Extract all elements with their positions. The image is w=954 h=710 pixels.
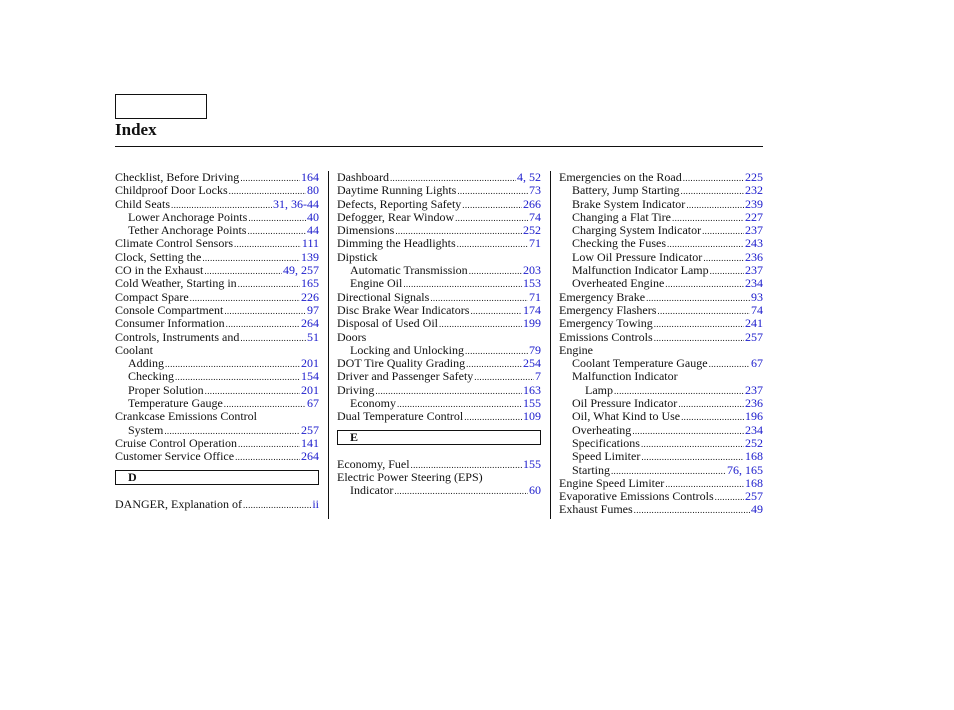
- page-reference-link[interactable]: 51: [307, 329, 319, 344]
- index-entry: [559, 357, 763, 370]
- index-entry: [337, 251, 541, 264]
- index-entry-label: Malfunction Indicator: [572, 369, 678, 384]
- page-reference-link[interactable]: 79: [529, 342, 541, 357]
- page-reference-link[interactable]: 93: [751, 289, 763, 304]
- index-entry: [559, 477, 763, 490]
- index-entry-label: Proper Solution: [128, 382, 204, 397]
- page-reference-link[interactable]: 199: [523, 316, 541, 331]
- index-entry-label: Indicator: [350, 483, 394, 498]
- index-entry-label: Lamp: [585, 382, 613, 397]
- index-entry: [559, 410, 763, 423]
- index-entry-label: Emissions Controls: [559, 329, 653, 344]
- index-entry: [559, 384, 763, 397]
- index-entry: [337, 224, 541, 237]
- index-entry-label: Low Oil Pressure Indicator: [572, 249, 703, 264]
- index-entry-label: Charging System Indicator: [572, 223, 702, 238]
- page-reference-link[interactable]: 234: [745, 276, 763, 291]
- index-entry: [115, 184, 319, 197]
- page-reference-link[interactable]: 164: [301, 170, 319, 184]
- section-letter-d: D: [115, 470, 319, 485]
- page-reference-link[interactable]: 252: [745, 435, 763, 450]
- index-column-1: [115, 171, 319, 511]
- index-entry-label: Engine: [559, 342, 593, 357]
- page-reference-link[interactable]: 237: [745, 382, 763, 397]
- page-reference-link[interactable]: 97: [307, 302, 319, 317]
- index-entry-label: Oil, What Kind to Use: [572, 409, 681, 424]
- index-entry-label: Consumer Information: [115, 316, 225, 331]
- index-entry-label: Emergencies on the Road: [559, 170, 682, 184]
- index-entry: [115, 357, 319, 370]
- index-entry-label: Brake System Indicator: [572, 196, 686, 211]
- index-entry: [559, 184, 763, 197]
- index-entry-label: Disc Brake Wear Indicators: [337, 302, 470, 317]
- index-entry-label: Specifications: [572, 435, 640, 450]
- index-entry: [559, 304, 763, 317]
- page-reference-link[interactable]: 60: [529, 483, 541, 498]
- index-entry-label: Dual Temperature Control: [337, 409, 464, 424]
- page-reference-link[interactable]: 237: [745, 223, 763, 238]
- index-entry-label: Crankcase Emissions Control: [115, 409, 257, 424]
- page-reference-link[interactable]: 155: [523, 456, 541, 471]
- index-entry-label: Dimensions: [337, 223, 395, 238]
- index-entry: [559, 437, 763, 450]
- index-entry-label: Controls, Instruments and: [115, 329, 240, 344]
- index-entry-label: DANGER, Explanation of: [115, 496, 242, 511]
- index-entry: [337, 471, 541, 484]
- index-entry: [115, 498, 319, 511]
- dot-leader: [465, 345, 528, 358]
- dot-leader: [455, 212, 528, 225]
- index-entry: [559, 264, 763, 277]
- index-entry: [337, 410, 541, 423]
- dot-leader: [243, 499, 311, 512]
- page-reference-link[interactable]: 76, 165: [727, 462, 763, 477]
- page-reference-link[interactable]: 71: [529, 289, 541, 304]
- page-reference-link[interactable]: 44: [307, 223, 319, 238]
- index-entry-label: Emergency Flashers: [559, 302, 657, 317]
- dot-leader: [240, 332, 306, 345]
- index-entry-label: Driving: [337, 382, 375, 397]
- dot-leader: [657, 305, 750, 318]
- index-entry-label: Doors: [337, 329, 367, 344]
- index-entry: [337, 331, 541, 344]
- index-entry: [337, 370, 541, 383]
- dot-leader: [457, 238, 528, 251]
- index-entry-label: Defects, Reporting Safety: [337, 196, 462, 211]
- index-entry: [115, 277, 319, 290]
- page-reference-link[interactable]: 71: [529, 236, 541, 251]
- index-entry-label: Childproof Door Locks: [115, 183, 228, 198]
- page-reference-link[interactable]: 74: [529, 209, 541, 224]
- index-entry: [559, 211, 763, 224]
- page-reference-link[interactable]: 141: [301, 435, 319, 450]
- index-entry-label: Compact Spare: [115, 289, 189, 304]
- index-entry: [115, 304, 319, 317]
- dot-leader: [641, 438, 744, 451]
- dot-leader: [703, 252, 744, 265]
- dot-leader: [702, 225, 744, 238]
- index-entry-label: Customer Service Office: [115, 449, 235, 464]
- dot-leader: [683, 172, 744, 185]
- index-entry-label: Oil Pressure Indicator: [572, 396, 678, 411]
- index-entry-label: Checking the Fuses: [572, 236, 666, 251]
- page-reference-link[interactable]: 174: [523, 302, 541, 317]
- index-entry-label: Checklist, Before Driving: [115, 170, 240, 184]
- index-entry-label: DOT Tire Quality Grading: [337, 356, 466, 371]
- page-reference-link[interactable]: 111: [301, 236, 319, 251]
- page-reference-link[interactable]: 241: [745, 316, 763, 331]
- index-entry-label: Temperature Gauge: [128, 396, 223, 411]
- index-entry-label: Cruise Control Operation: [115, 435, 237, 450]
- index-entry: [559, 171, 763, 184]
- index-entry-label: Engine Speed Limiter: [559, 475, 665, 490]
- index-entry: [115, 331, 319, 344]
- index-entry-label: Dipstick: [337, 249, 378, 264]
- index-entry: [115, 211, 319, 224]
- index-entry: [337, 458, 541, 471]
- page-reference-link[interactable]: 236: [745, 396, 763, 411]
- index-entry-label: System: [128, 422, 164, 437]
- index-entry-label: Driver and Passenger Safety: [337, 369, 474, 384]
- page-reference-link[interactable]: 109: [523, 409, 541, 424]
- page-reference-link[interactable]: 201: [301, 382, 319, 397]
- page-reference-link[interactable]: 73: [529, 183, 541, 198]
- index-entry: [115, 198, 319, 211]
- dot-leader: [632, 425, 744, 438]
- index-entry: [337, 317, 541, 330]
- page-reference-link[interactable]: 163: [523, 382, 541, 397]
- page-reference-link[interactable]: 232: [745, 183, 763, 198]
- index-entry: [337, 397, 541, 410]
- dot-leader: [464, 411, 522, 424]
- page-reference-link[interactable]: 236: [745, 249, 763, 264]
- index-entry: [337, 357, 541, 370]
- index-entry-label: Directional Signals: [337, 289, 430, 304]
- index-entry-label: Economy: [350, 396, 396, 411]
- index-entry: [559, 198, 763, 211]
- index-entry-label: Overheating: [572, 422, 632, 437]
- index-entry: [559, 251, 763, 264]
- index-entry-label: Clock, Setting the: [115, 249, 202, 264]
- index-entry-label: Exhaust Fumes: [559, 502, 633, 517]
- page-reference-link[interactable]: 155: [523, 396, 541, 411]
- index-entry: [337, 304, 541, 317]
- dot-leader: [238, 438, 300, 451]
- page-reference-link[interactable]: 264: [301, 449, 319, 464]
- index-entry-label: Evaporative Emissions Controls: [559, 489, 714, 504]
- index-entry: [115, 171, 319, 184]
- index-entry: [559, 424, 763, 437]
- index-entry: [559, 397, 763, 410]
- dot-leader: [238, 278, 300, 291]
- index-entry-label: Lower Anchorage Points: [128, 209, 248, 224]
- page-reference-link[interactable]: 257: [745, 329, 763, 344]
- dot-leader: [469, 265, 522, 278]
- index-entry-label: Disposal of Used Oil: [337, 316, 438, 331]
- dot-leader: [646, 292, 750, 305]
- index-entry: [337, 484, 541, 497]
- index-entry-label: Electric Power Steering (EPS): [337, 469, 483, 484]
- page-reference-link[interactable]: 227: [745, 209, 763, 224]
- index-entry-label: Battery, Jump Starting: [572, 183, 680, 198]
- index-entry-label: Coolant: [115, 342, 153, 357]
- index-entry: [115, 224, 319, 237]
- page-reference-link[interactable]: 254: [523, 356, 541, 371]
- index-entry: [115, 384, 319, 397]
- index-entry: [115, 291, 319, 304]
- index-entry: [337, 237, 541, 250]
- index-entry: [559, 450, 763, 463]
- page-reference-link[interactable]: 154: [301, 369, 319, 384]
- dot-leader: [686, 199, 744, 212]
- dot-leader: [235, 451, 300, 464]
- column-divider: [550, 171, 551, 519]
- index-entry-label: Climate Control Sensors: [115, 236, 233, 251]
- index-entry-label: Starting: [572, 462, 610, 477]
- dot-leader: [466, 358, 522, 371]
- index-entry: [559, 237, 763, 250]
- index-entry-label: Dashboard: [337, 170, 389, 184]
- page-reference-link[interactable]: 226: [301, 289, 319, 304]
- index-entry-label: Child Seats: [115, 196, 171, 211]
- chapter-tab-box: [115, 94, 207, 119]
- index-entry-label: Engine Oil: [350, 276, 403, 291]
- page-title: Index: [115, 120, 157, 139]
- page-reference-link[interactable]: 80: [307, 183, 319, 198]
- dot-leader: [375, 385, 522, 398]
- index-entry: [337, 184, 541, 197]
- index-entry: [115, 410, 319, 423]
- page-reference-link[interactable]: 243: [745, 236, 763, 251]
- index-entry: [115, 317, 319, 330]
- dot-leader: [709, 358, 750, 371]
- index-entry-label: Adding: [128, 356, 164, 371]
- dot-leader: [165, 358, 300, 371]
- index-entry-label: CO in the Exhaust: [115, 263, 204, 278]
- page-reference-link[interactable]: 153: [523, 276, 541, 291]
- index-entry-label: Emergency Towing: [559, 316, 653, 331]
- dot-leader: [470, 305, 522, 318]
- index-entry-label: Locking and Unlocking: [350, 342, 464, 357]
- section-letter-e: E: [337, 430, 541, 445]
- page-reference-link[interactable]: 139: [301, 249, 319, 264]
- index-entry: [337, 211, 541, 224]
- page-reference-link[interactable]: 31, 36-44: [273, 196, 319, 211]
- index-entry: [559, 490, 763, 503]
- index-column-2: [337, 171, 541, 498]
- page-reference-link[interactable]: 264: [301, 316, 319, 331]
- index-entry: [115, 424, 319, 437]
- page-reference-link[interactable]: 67: [307, 396, 319, 411]
- page-reference-link[interactable]: 239: [745, 196, 763, 211]
- index-entry: [559, 503, 763, 516]
- index-entry: [115, 251, 319, 264]
- index-entry: [115, 437, 319, 450]
- index-entry-label: Dimming the Headlights: [337, 236, 456, 251]
- index-entry: [337, 291, 541, 304]
- index-column-3: [559, 171, 763, 517]
- page-reference-link[interactable]: 74: [751, 302, 763, 317]
- dot-leader: [654, 332, 744, 345]
- dot-leader: [234, 238, 301, 251]
- index-entry: [115, 264, 319, 277]
- page-reference-link[interactable]: 201: [301, 356, 319, 371]
- page-reference-link[interactable]: 237: [745, 263, 763, 278]
- index-entry: [559, 344, 763, 357]
- page-reference-link[interactable]: ii: [312, 496, 319, 511]
- dot-leader: [248, 212, 306, 225]
- page-reference-link[interactable]: 4, 52: [517, 170, 541, 184]
- dot-leader: [240, 172, 300, 185]
- dot-leader: [665, 278, 744, 291]
- page-reference-link[interactable]: 257: [301, 422, 319, 437]
- index-entry: [115, 397, 319, 410]
- index-entry: [559, 331, 763, 344]
- page-reference-link[interactable]: 67: [751, 356, 763, 371]
- page-reference-link[interactable]: 49, 257: [283, 263, 319, 278]
- dot-leader: [439, 318, 522, 331]
- index-entry-label: Changing a Flat Tire: [572, 209, 672, 224]
- index-entry-label: Console Compartment: [115, 302, 224, 317]
- index-entry-label: Malfunction Indicator Lamp: [572, 263, 709, 278]
- index-entry: [559, 317, 763, 330]
- title-rule: [115, 146, 763, 147]
- dot-leader: [654, 318, 744, 331]
- page-reference-link[interactable]: 257: [745, 489, 763, 504]
- index-entry-label: Cold Weather, Starting in: [115, 276, 237, 291]
- page-reference-link[interactable]: 165: [301, 276, 319, 291]
- dot-leader: [634, 504, 750, 517]
- index-entry: [559, 277, 763, 290]
- index-entry-label: Speed Limiter: [572, 449, 641, 464]
- index-entry: [559, 224, 763, 237]
- page-reference-link[interactable]: 266: [523, 196, 541, 211]
- index-entry: [337, 171, 541, 184]
- index-entry-label: Daytime Running Lights: [337, 183, 457, 198]
- index-entry-label: Automatic Transmission: [350, 263, 468, 278]
- index-entry: [559, 370, 763, 383]
- dot-leader: [247, 225, 306, 238]
- index-entry-label: Overheated Engine: [572, 276, 665, 291]
- dot-leader: [457, 185, 528, 198]
- dot-leader: [710, 265, 744, 278]
- index-entry-label: Defogger, Rear Window: [337, 209, 455, 224]
- page-reference-link[interactable]: 40: [307, 209, 319, 224]
- page-reference-link[interactable]: 196: [745, 409, 763, 424]
- index-entry: [337, 277, 541, 290]
- page-reference-link[interactable]: 234: [745, 422, 763, 437]
- index-entry-label: Economy, Fuel: [337, 456, 410, 471]
- index-entry: [115, 237, 319, 250]
- index-entry: [337, 384, 541, 397]
- index-entry: [115, 370, 319, 383]
- index-entry: [559, 291, 763, 304]
- dot-leader: [224, 305, 306, 318]
- dot-leader: [681, 185, 744, 198]
- dot-leader: [681, 411, 744, 424]
- index-entry: [337, 344, 541, 357]
- page-reference-link[interactable]: 168: [745, 475, 763, 490]
- page-reference-link[interactable]: 252: [523, 223, 541, 238]
- page-reference-link[interactable]: 168: [745, 449, 763, 464]
- index-entry: [115, 344, 319, 357]
- dot-leader: [394, 485, 528, 498]
- dot-leader: [715, 491, 744, 504]
- index-entry-label: Checking: [128, 369, 174, 384]
- page-reference-link[interactable]: 49: [751, 502, 763, 517]
- index-entry: [559, 464, 763, 477]
- index-entry: [115, 450, 319, 463]
- index-entry-label: Emergency Brake: [559, 289, 646, 304]
- dot-leader: [678, 398, 744, 411]
- column-divider: [328, 171, 329, 519]
- page-reference-link[interactable]: 7: [535, 369, 541, 384]
- index-entry-label: Coolant Temperature Gauge: [572, 356, 708, 371]
- index-entry-label: Tether Anchorage Points: [128, 223, 247, 238]
- index-entry: [337, 264, 541, 277]
- page-reference-link[interactable]: 225: [745, 170, 763, 184]
- index-entry: [337, 198, 541, 211]
- page-reference-link[interactable]: 203: [523, 263, 541, 278]
- dot-leader: [462, 199, 522, 212]
